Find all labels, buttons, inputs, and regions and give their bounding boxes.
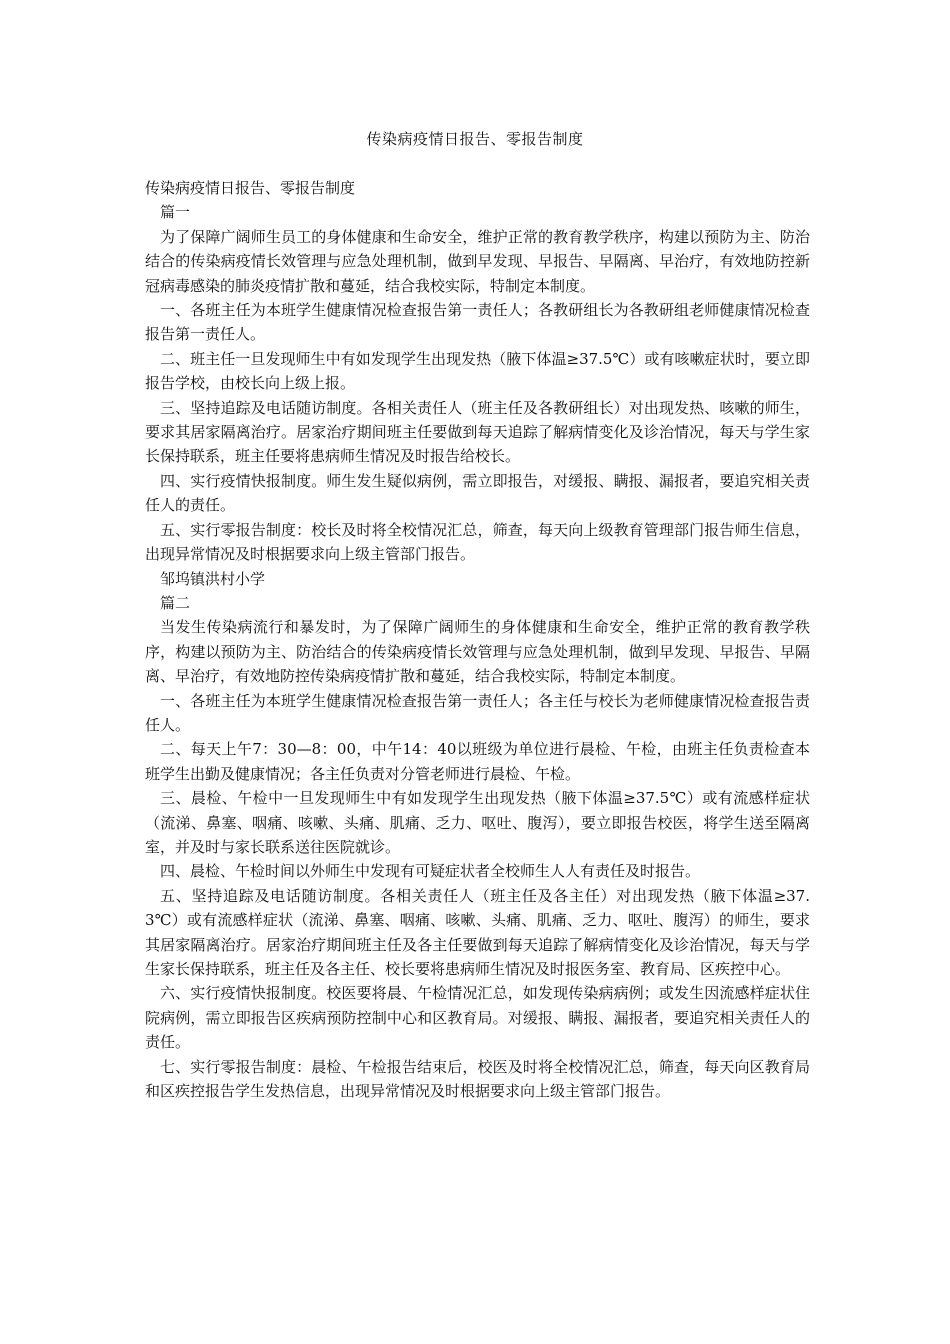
paragraph-rule-2-3: 三、晨检、午检中一旦发现师生中有如发现学生出现发热（腋下体温≥37.5℃）或有流感样症状（流涕、鼻塞、咽痛、咳嗽、头痛、肌痛、乏力、呕吐、腹泻），要立即报告校医，将学生送至隔离室，并及时与家长联系送往医院就诊。 [145,789,810,856]
paragraph-intro-2: 当发生传染病流行和暴发时，为了保障广阔师生的身体健康和生命安全，维护正常的教育教学秩序，构建以预防为主、防治结合的传染病疫情长效管理与应急处理机制，做到早发现、早报告、早隔离、早治疗，有效地防控传染病疫情扩散和蔓延，结合我校实际，特制定本制度。 [145,618,810,686]
document-body [145,176,810,1103]
paragraph-rule-2-4: 四、晨检、午检时间以外师生中发现有可疑症状者全校师生人人有责任及时报告。 [160,862,701,881]
paragraph-rule-2-5: 五、坚持追踪及电话随访制度。各相关责任人（班主任及各主任）对出现发热（腋下体温≥37.3℃）或有流感样症状（流涕、鼻塞、咽痛、咳嗽、头痛、肌痛、乏力、呕吐、腹泻）的师生，要求其居家隔离治疗。居家治疗期间班主任及各主任要做到每天追踪了解病情变化及诊治情况，每天与学生家长保持联系，班主任及各主任、校长要将患病师生情况及时报医务室、教育局、区疾控中心。 [145,886,810,978]
part-label-1: 篇一 [160,203,191,222]
paragraph-rule-1-5: 五、实行零报告制度：校长及时将全校情况汇总，筛查，每天向上级教育管理部门报告师生信息，出现异常情况及时根据要求向上级主管部门报告。 [145,520,810,564]
paragraph-rule-1-4: 四、实行疫情快报制度。师生发生疑似病例，需立即报告，对缓报、瞒报、漏报者，要追究相关责任人的责任。 [145,471,810,515]
school-name: 邹坞镇洪村小学 [160,569,266,588]
paragraph-rule-1-1: 一、各班主任为本班学生健康情况检查报告第一责任人；各教研组长为各教研组老师健康情况检查报告第一责任人。 [145,301,810,344]
paragraph-rule-2-2: 二、每天上午7：30—8：00，中午14：40以班级为单位进行晨检、午检，由班主任负责检查本班学生出勤及健康情况；各主任负责对分管老师进行晨检、午检。 [145,740,810,783]
paragraph-rule-1-2: 二、班主任一旦发现师生中有如发现学生出现发热（腋下体温≥37.5℃）或有咳嗽症状时，要立即报告学校，由校长向上级上报。 [145,349,810,393]
paragraph-rule-1-3: 三、坚持追踪及电话随访制度。各相关责任人（班主任及各教研组长）对出现发热、咳嗽的师生，要求其居家隔离治疗。居家治疗期间班主任要做到每天追踪了解病情变化及诊治情况，每天与学生家长保持联系，班主任要将患病师生情况及时报告给校长。 [145,398,810,466]
part-label-2: 篇二 [160,593,191,612]
section-heading: 传染病疫情日报告、零报告制度 [145,179,356,197]
document-title: 传染病疫情日报告、零报告制度 [366,130,584,148]
paragraph-rule-2-7: 七、实行零报告制度：晨检、午检报告结束后，校医及时将全校情况汇总，筛查，每天向区教育局和区疾控报告学生发热信息，出现异常情况及时根据要求向上级主管部门报告。 [145,1057,810,1101]
paragraph-intro-1: 为了保障广阔师生员工的身体健康和生命安全，维护正常的教育教学秩序，构建以预防为主、防治结合的传染病疫情长效管理与应急处理机制，做到早发现、早报告、早隔离、早治疗，有效地防控新冠病毒感染的肺炎疫情扩散和蔓延，结合我校实际，特制定本制度。 [145,227,810,295]
paragraph-rule-2-6: 六、实行疫情快报制度。校医要将晨、午检情况汇总，如发现传染病病例；或发生因流感样症状住院病例，需立即报告区疾病预防控制中心和区教育局。对缓报、瞒报、漏报者，要追究相关责任人的责任。 [145,984,810,1052]
paragraph-rule-2-1: 一、各班主任为本班学生健康情况检查报告第一责任人；各主任与校长为老师健康情况检查报告责任人。 [145,691,810,734]
